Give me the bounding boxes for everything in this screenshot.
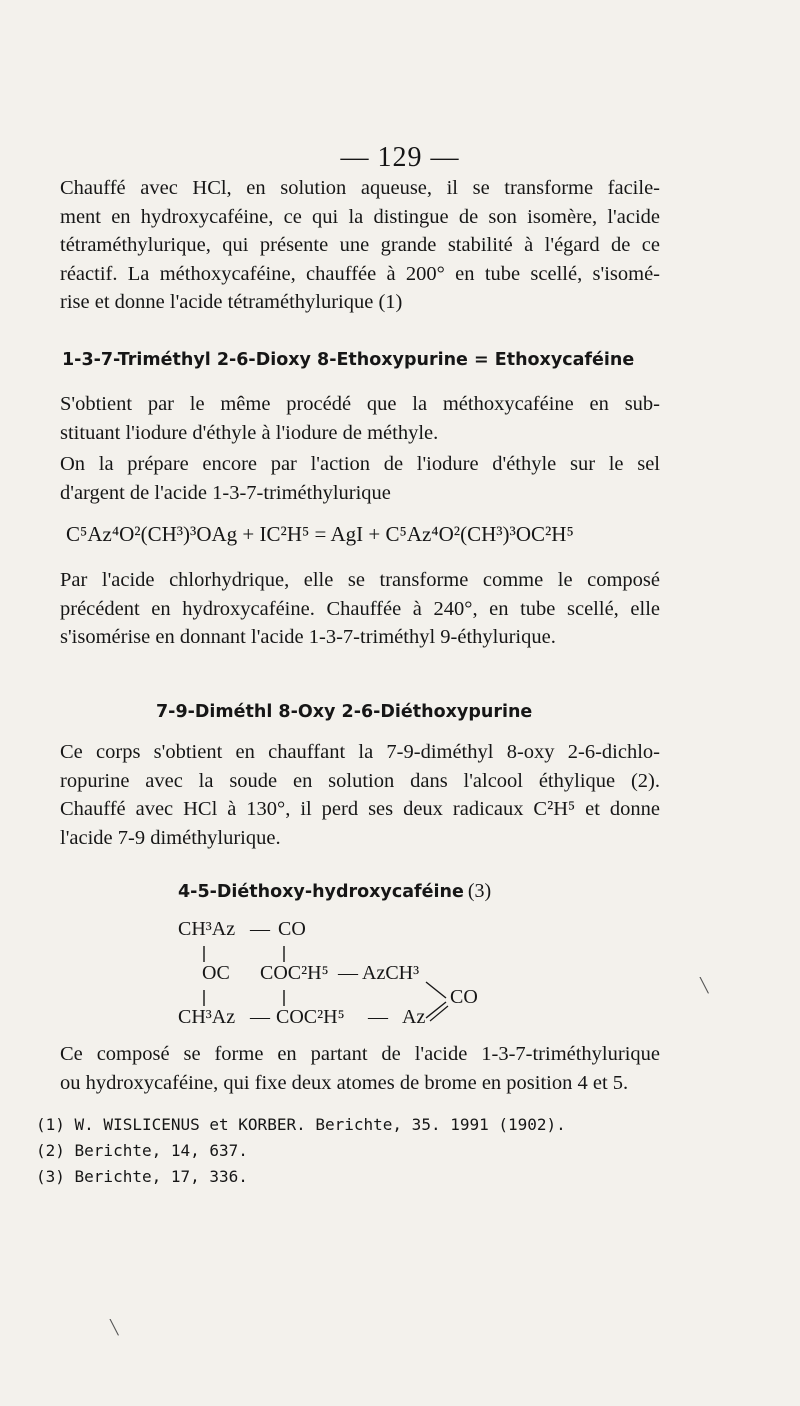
text-line: d'argent de l'acide 1-3-7-triméthylurique [60, 481, 391, 504]
paragraph-diethoxypurine [60, 738, 660, 852]
paper-speck: ╲ [110, 1321, 119, 1336]
text-line: stituant l'iodure d'éthyle à l'iodure de méthyle. [60, 421, 439, 444]
footnote: (1) W. WISLICENUS et KORBER. Berichte, 35. 1991 (1902). [36, 1115, 566, 1134]
text-line: ment en hydroxycaféine, ce qui la distingue de son isomère, l'acide [60, 205, 660, 228]
text-line: tétraméthylurique, qui présente une grande stabilité à l'égard de ce [60, 234, 660, 256]
structure-text: COC²H⁵ [260, 962, 329, 984]
text-line: Chauffé avec HCl à 130°, il perd ses deux radicaux C²H⁵ et donne [60, 798, 660, 820]
paragraph-ethoxy-1 [60, 390, 660, 447]
structure-text: — [250, 918, 270, 940]
structure-text: OC [202, 962, 230, 984]
structure-text: COC²H⁵ [276, 1006, 345, 1028]
structure-text: — [338, 962, 358, 984]
intro-paragraph [60, 174, 660, 317]
footnote: (3) Berichte, 17, 336. [36, 1167, 248, 1186]
text-line: ropurine avec la soude en solution dans l'alcool éthylique (2). [60, 769, 660, 792]
text-line: On la prépare encore par l'action de l'iodure d'éthyle sur le sel [60, 453, 660, 475]
paragraph-hydroxycafeine [60, 1040, 660, 1097]
text-line: l'acide 7-9 diméthylurique. [60, 826, 281, 849]
text-line: Ce composé se forme en partant de l'acide 1-3-7-triméthylurique [60, 1043, 660, 1065]
footnote: (2) Berichte, 14, 637. [36, 1141, 248, 1160]
text-line: rise et donne l'acide tétraméthylurique (1) [60, 291, 403, 313]
section-heading-hydroxycafeine-wrap [178, 880, 491, 903]
structure-text: Az [402, 1006, 426, 1028]
section-heading-ethoxycafeine: 1-3-7-Triméthyl 2-6-Dioxy 8-Ethoxypurine = Ethoxycaféine [62, 350, 635, 370]
text-line: Ce corps s'obtient en chauffant la 7-9-diméthyl 8-oxy 2-6-dichlo- [60, 741, 660, 763]
page-number: — 129 — [340, 142, 460, 173]
footnote-ref: (3) [467, 880, 492, 902]
section-heading-hydroxycafeine: 4-5-Diéthoxy-hydroxycaféine [178, 882, 464, 902]
text-line: Chauffé avec HCl, en solution aqueuse, il se transforme facile- [60, 177, 660, 199]
section-heading-diethoxypurine: 7-9-Diméthl 8-Oxy 2-6-Diéthoxypurine [156, 702, 533, 722]
paper-speck: ╲ [700, 979, 709, 994]
text-line: s'isomérise en donnant l'acide 1-3-7-triméthyl 9-éthylurique. [60, 626, 556, 648]
text-line: ou hydroxycaféine, qui fixe deux atomes de brome en position 4 et 5. [60, 1071, 629, 1094]
structural-formula [178, 918, 518, 1038]
text-line: Par l'acide chlorhydrique, elle se transforme comme le composé [60, 569, 660, 591]
structure-text: AzCH³ [362, 962, 420, 984]
structure-text: CH³Az [178, 1006, 236, 1028]
structure-text: — [368, 1006, 388, 1028]
paragraph-ethoxy-3 [60, 566, 660, 652]
structure-text: CO [278, 918, 306, 940]
structure-text: CO [450, 986, 478, 1008]
text-line: précédent en hydroxycaféine. Chauffée à 240°, en tube scellé, elle [60, 597, 660, 620]
reaction-equation: C⁵Az⁴O²(CH³)³OAg + IC²H⁵ = AgI + C⁵Az⁴O²(CH³)³OC²H⁵ [66, 522, 574, 546]
footnotes [36, 1112, 656, 1190]
paragraph-ethoxy-2 [60, 450, 660, 507]
structure-text: CH³Az [178, 918, 236, 940]
structure-text: — [250, 1006, 270, 1028]
text-line: réactif. La méthoxycaféine, chauffée à 200° en tube scellé, s'isomé- [60, 262, 660, 285]
text-line: S'obtient par le même procédé que la méthoxycaféine en sub- [60, 393, 660, 415]
